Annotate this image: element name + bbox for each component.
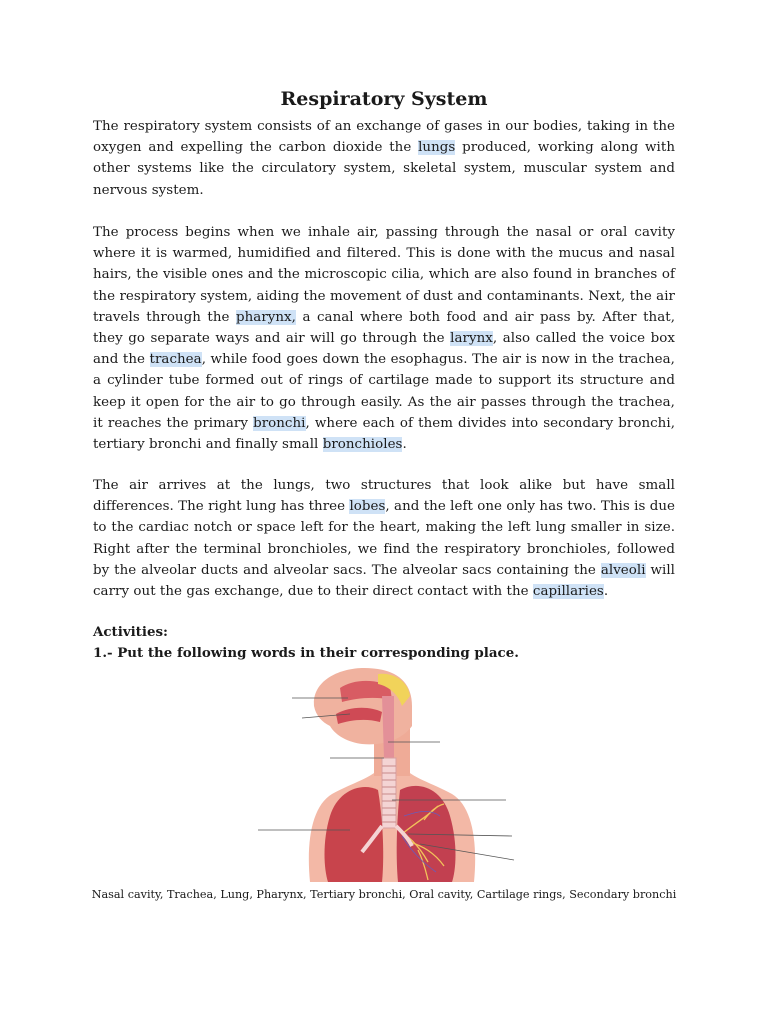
trachea-shape bbox=[382, 758, 396, 828]
text-run: , where each of them divides into secondary bronchi, tertiary bronchi and finally small bbox=[93, 415, 675, 453]
word-bank-caption: Nasal cavity, Trachea, Lung, Pharynx, Tertiary bronchi, Oral cavity, Cartilage rings, Secondary bronchi bbox=[91, 888, 677, 901]
text-run: produced, working along with other systems like the circulatory system, skeletal system, muscular system and nervous system. bbox=[93, 140, 675, 198]
lungs-paragraph bbox=[93, 475, 675, 602]
text-run: The air arrives at the lungs, two structures that look alike but have small differences. The right lung has three bbox=[93, 478, 675, 515]
respiratory-diagram bbox=[252, 666, 522, 882]
highlight-bronchi: bronchi bbox=[253, 415, 306, 431]
page-title: Respiratory System bbox=[280, 88, 488, 110]
text-run: , while food goes down the esophagus. The air is now in the trachea, a cylinder tube formed out of rings of cartilage made to support its structure and keep it open for the air to go through easily. As the air passes through the trachea, it reaches the primary bbox=[93, 352, 675, 431]
text-run: , also called the voice box and the bbox=[93, 331, 675, 368]
pharynx-shape bbox=[382, 696, 394, 758]
highlight-lobes: lobes bbox=[349, 499, 386, 515]
highlight-trachea: trachea bbox=[149, 352, 202, 368]
process-paragraph bbox=[93, 222, 675, 455]
respiratory-diagram-svg bbox=[252, 666, 522, 882]
highlight-lungs: lungs bbox=[418, 140, 456, 156]
highlight-capillaries: capillaries bbox=[532, 584, 604, 600]
highlight-alveoli: alveoli bbox=[600, 562, 646, 578]
text-run: The process begins when we inhale air, passing through the nasal or oral cavity where it is warmed, humidified and filtered. This is done with the mucus and nasal hairs, the visible ones and the microscopic cilia, which are also found in branches of the respiratory system, aiding the movement of dust and contaminants. Next, the air travels through the bbox=[93, 225, 675, 325]
activity-instruction: 1.- Put the following words in their corresponding place. bbox=[93, 645, 519, 661]
text-run: a canal where both food and air pass by. After that, they go separate ways and air will go through the bbox=[93, 309, 676, 347]
text-run: The respiratory system consists of an exchange of gases in our bodies, taking in the oxygen and expelling the carbon dioxide the bbox=[93, 119, 675, 156]
text-run: . bbox=[603, 584, 609, 600]
highlight-bronchioles: bronchioles bbox=[322, 437, 403, 453]
highlight-larynx: larynx bbox=[450, 331, 493, 347]
text-run: will carry out the gas exchange, due to their direct contact with the bbox=[93, 562, 675, 600]
text-run: . bbox=[402, 437, 407, 453]
highlight-pharynx: pharynx, bbox=[235, 309, 296, 325]
activities-heading: Activities: bbox=[93, 624, 168, 640]
text-run: , and the left one only has two. This is due to the cardiac notch or space left for the heart, making the left lung smaller in size. Right after the terminal bronchioles, we find the respiratory bronchioles, followed by the alveolar ducts and alveolar sacs. The alveolar sacs containing the bbox=[93, 499, 675, 578]
intro-paragraph bbox=[93, 116, 675, 201]
